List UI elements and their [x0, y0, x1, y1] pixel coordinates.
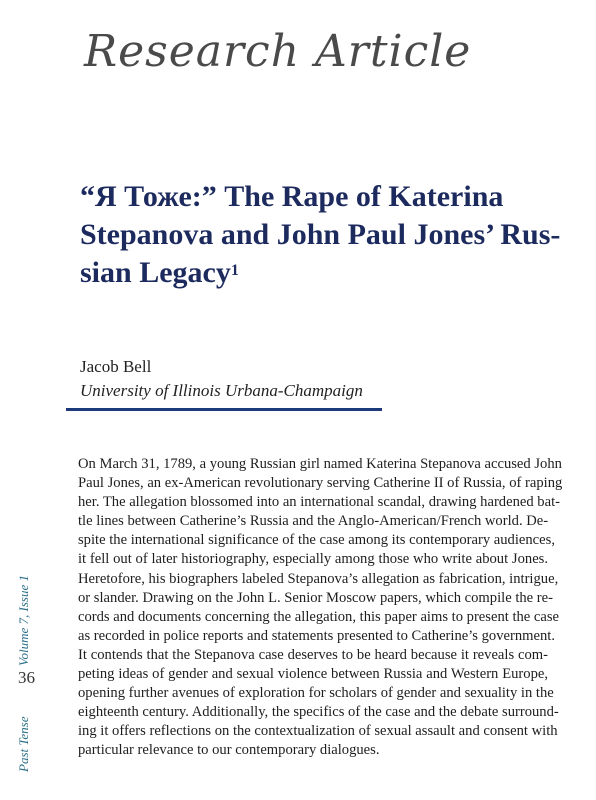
page-number: 36 — [18, 668, 35, 687]
article-title — [80, 178, 561, 292]
abstract-line: peting ideas of gender and sexual violence between Russia and Western Europe, — [78, 666, 548, 683]
abstract-line: particular relevance to our contemporary dialogues. — [78, 742, 380, 759]
author-affiliation: University of Illinois Urbana-Champaign — [80, 381, 363, 400]
abstract-line: It contends that the Stepanova case deserves to be heard because it reveals com- — [78, 646, 548, 663]
abstract-line: it fell out of later historiography, especially among those who write about Jones. — [78, 551, 548, 568]
title-line-text: sian Legacy — [80, 256, 231, 289]
footnote-marker[interactable]: 1 — [230, 262, 239, 279]
abstract-line: or slander. Drawing on the John L. Senior Moscow papers, which compile the re- — [78, 589, 553, 606]
title-line: Stepanova and John Paul Jones’ Rus- — [80, 218, 561, 251]
abstract-line: eighteenth century. Additionally, the specifics of the case and the debate surround- — [78, 704, 559, 721]
title-line — [80, 254, 550, 292]
title-line: “Я Тоже:” The Rape of Katerina — [80, 180, 504, 213]
abstract-line: tle lines between Catherine’s Russia and the Anglo-American/French world. De- — [78, 513, 549, 530]
abstract-line: Paul Jones, an ex-American revolutionary serving Catherine II of Russia, of raping — [78, 475, 563, 492]
abstract-line: her. The allegation blossomed into an international scandal, drawing hardened bat- — [78, 494, 560, 511]
section-label: Research Article — [84, 26, 472, 77]
abstract-line: On March 31, 1789, a young Russian girl named Katerina Stepanova accused John — [78, 456, 562, 472]
abstract-line: ing it offers reflections on the contextualization of sexual assault and consent with — [78, 723, 558, 740]
author-name: Jacob Bell — [80, 357, 152, 376]
abstract-line: opening further avenues of exploration for scholars of gender and sexuality in the — [78, 685, 554, 702]
abstract-line: spite the international significance of the case among its contemporary audiences, — [78, 532, 555, 549]
abstract — [78, 455, 563, 761]
abstract-line: Heretofore, his biographers labeled Stepanova’s allegation as fabrication, intrigue, — [78, 570, 559, 587]
volume-issue-label: Volume 7, Issue 1 — [16, 575, 31, 666]
journal-name: Past Tense — [16, 716, 31, 772]
divider-rule — [66, 408, 382, 411]
abstract-line: as recorded in police reports and statements presented to Catherine’s government. — [78, 627, 555, 644]
abstract-line: cords and documents concerning the allegation, this paper aims to present the case — [78, 608, 560, 625]
